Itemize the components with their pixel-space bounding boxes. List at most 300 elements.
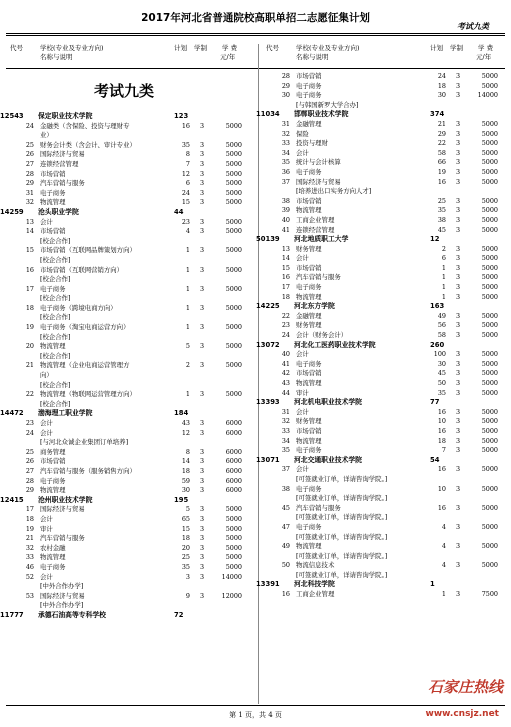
name-cell: [校企合作]	[40, 275, 71, 284]
note-row	[6, 438, 242, 448]
name-cell: 业）	[40, 131, 53, 140]
code-cell: 34	[281, 436, 290, 445]
code-cell: 23	[25, 419, 34, 427]
xuezhi-cell: 3	[199, 150, 205, 159]
code-cell: 31	[281, 119, 290, 128]
name-cell: [校企合作]	[40, 351, 71, 360]
xuezhi-cell: 3	[199, 198, 205, 207]
code-cell: 13	[281, 244, 290, 253]
xuezhi-cell: 3	[455, 369, 461, 378]
page-footer: 第 1 页，共 4 页	[229, 711, 282, 719]
plan-cell: 77	[430, 398, 440, 407]
xuezhi-cell: 3	[199, 121, 205, 130]
name-cell: 电子商务	[296, 522, 322, 531]
name-cell: 物流管理（企业电商运营管理方	[40, 361, 130, 370]
fee-cell: 5000	[481, 379, 498, 387]
code-cell: 29	[281, 81, 290, 90]
major-row	[6, 342, 242, 352]
right-column	[256, 72, 498, 702]
fee-cell: 5000	[481, 503, 498, 512]
major-row	[262, 149, 498, 159]
name-cell: 国际经济与贸易	[40, 505, 85, 514]
xuezhi-cell: 3	[455, 148, 461, 157]
plan-cell: 16	[437, 407, 446, 416]
name-cell: 渤海理工职业学院	[38, 409, 93, 418]
plan-cell: 1	[185, 284, 190, 293]
xuezhi-cell: 3	[199, 534, 205, 543]
code-cell: 50	[281, 561, 290, 570]
xuezhi-cell: 3	[455, 81, 461, 90]
code-cell: 11777	[0, 610, 24, 619]
xuezhi-cell: 3	[455, 206, 461, 215]
col-school-header-2: 名称与说明	[40, 53, 73, 61]
fee-cell: 5000	[481, 446, 498, 455]
note-row	[6, 381, 242, 391]
name-cell: [与河北众诚企业集团订单培养]	[40, 438, 129, 447]
major-row	[262, 82, 498, 92]
plan-cell: 4	[441, 542, 446, 551]
code-cell: 38	[281, 196, 290, 205]
school-row	[0, 495, 242, 506]
xuezhi-cell: 3	[455, 254, 461, 263]
xuezhi-cell: 3	[199, 361, 205, 370]
major-row	[6, 246, 242, 256]
plan-cell: 19	[437, 167, 446, 176]
plan-cell: 15	[181, 524, 190, 533]
code-cell: 17	[25, 505, 34, 514]
major-row	[262, 321, 498, 331]
major-row	[6, 486, 242, 496]
watermark-url: www.cnsjz.net	[425, 709, 499, 719]
code-cell: 16	[281, 273, 290, 282]
major-row	[6, 189, 242, 199]
major-row	[6, 198, 242, 208]
name-cell: 电子商务	[296, 81, 322, 90]
plan-cell: 4	[441, 522, 446, 531]
major-row	[262, 561, 498, 571]
xuezhi-cell: 3	[199, 591, 205, 600]
fee-cell: 7500	[481, 590, 498, 599]
code-cell: 32	[281, 129, 290, 138]
fee-cell: 5000	[481, 254, 498, 263]
note-row	[6, 333, 242, 343]
major-row	[6, 544, 242, 554]
code-cell: 40	[281, 350, 290, 359]
note-row	[262, 533, 498, 543]
name-cell: [校企合作]	[40, 313, 71, 322]
name-cell: 市场营销（互联网品牌策划方向）	[40, 246, 136, 255]
fee-cell: 5000	[481, 311, 498, 320]
xuezhi-cell: 3	[455, 119, 461, 128]
plan-cell: 9	[185, 591, 190, 600]
page-title: 2017年河北省普通院校高职单招二志愿征集计划	[141, 12, 370, 24]
xuezhi-cell: 3	[455, 196, 461, 205]
name-cell: 会计	[296, 407, 309, 416]
xuezhi-cell: 3	[199, 562, 205, 571]
plan-cell: 44	[174, 207, 184, 216]
code-cell: 14	[281, 254, 290, 263]
plan-cell: 195	[174, 495, 189, 504]
fee-cell: 5000	[225, 217, 242, 226]
plan-cell: 12	[181, 169, 190, 178]
plan-cell: 29	[437, 129, 446, 138]
major-row	[262, 331, 498, 341]
name-cell: 电子商务	[40, 476, 66, 485]
plan-cell: 45	[437, 369, 446, 378]
code-cell: 44	[281, 388, 290, 397]
name-cell: 财务管理	[296, 244, 322, 253]
col-school-header-2: 名称与说明	[296, 53, 329, 61]
xuezhi-cell: 3	[199, 227, 205, 236]
fee-cell: 5000	[481, 417, 498, 426]
code-cell: 46	[25, 562, 34, 571]
fee-cell: 5000	[481, 522, 498, 531]
name-cell: 国际经济与贸易	[296, 177, 341, 186]
xuezhi-cell: 3	[455, 446, 461, 455]
name-cell: 国际经济与贸易	[40, 591, 85, 600]
xuezhi-cell: 3	[455, 436, 461, 445]
school-row	[256, 235, 498, 245]
name-cell: 物流管理	[40, 486, 66, 495]
school-row	[0, 409, 242, 419]
plan-cell: 1	[441, 283, 446, 292]
note-row	[6, 371, 242, 381]
name-cell: 电子商务	[40, 284, 66, 293]
plan-cell: 30	[437, 91, 446, 100]
plan-cell: 16	[437, 503, 446, 512]
fee-cell: 6000	[225, 457, 242, 466]
xuezhi-cell: 3	[455, 129, 461, 138]
code-cell: 33	[25, 553, 34, 562]
major-row	[6, 150, 242, 160]
major-row	[262, 283, 498, 293]
category-heading: 考试九类	[93, 82, 154, 100]
code-cell: 47	[281, 522, 290, 531]
name-cell: 市场营销	[296, 196, 322, 205]
name-cell: 财务管理	[296, 321, 322, 330]
code-cell: 14472	[0, 409, 24, 418]
code-cell: 34	[281, 148, 290, 157]
major-row	[262, 178, 498, 188]
plan-cell: 24	[437, 72, 446, 80]
major-row	[6, 563, 242, 573]
fee-cell: 5000	[225, 562, 242, 571]
major-row	[262, 369, 498, 379]
name-cell: 物流信息技术	[296, 561, 335, 570]
xuezhi-cell: 3	[455, 321, 461, 330]
note-row	[6, 313, 242, 323]
plan-cell: 1	[185, 246, 190, 255]
fee-cell: 5000	[481, 273, 498, 282]
major-row	[262, 485, 498, 495]
name-cell: 审计	[40, 524, 53, 533]
code-cell: 33	[281, 139, 290, 148]
major-row	[262, 130, 498, 140]
major-row	[6, 361, 242, 371]
plan-cell: 30	[181, 486, 190, 495]
name-cell: 财务管理	[296, 417, 322, 426]
plan-cell: 24	[181, 188, 190, 197]
code-cell: 52	[25, 572, 34, 581]
fee-cell: 5000	[225, 390, 242, 399]
major-row	[6, 515, 242, 525]
fee-cell: 5000	[481, 388, 498, 397]
major-row	[6, 218, 242, 228]
note-row	[262, 475, 498, 485]
fee-cell: 5000	[225, 121, 242, 130]
fee-cell: 5000	[225, 265, 242, 274]
code-cell: 14	[25, 227, 34, 236]
name-cell: 保险	[296, 129, 309, 138]
col-school-header: 学校(专业及专业方向)	[296, 44, 360, 52]
code-cell: 35	[281, 446, 290, 455]
xuezhi-cell: 3	[455, 177, 461, 186]
column-header-left	[6, 44, 242, 66]
xuezhi-cell: 3	[199, 246, 205, 255]
name-cell: 市场营销	[296, 72, 322, 80]
name-cell: [校企合作]	[40, 399, 71, 408]
xuezhi-cell: 3	[455, 158, 461, 167]
fee-cell: 6000	[225, 447, 242, 456]
plan-cell: 35	[437, 388, 446, 397]
plan-cell: 2	[185, 361, 190, 370]
major-row	[6, 141, 242, 151]
xuezhi-cell: 3	[199, 303, 205, 312]
code-cell: 22	[281, 311, 290, 320]
name-cell: 审计	[296, 388, 309, 397]
major-row	[6, 534, 242, 544]
name-cell: 金融管理	[296, 119, 322, 128]
code-cell: 26	[25, 150, 34, 159]
name-cell: 电子商务	[40, 188, 66, 197]
name-cell: 河北交通职业技术学院	[294, 455, 362, 464]
column-header-rule	[6, 68, 505, 69]
xuezhi-cell: 3	[199, 265, 205, 274]
major-row	[6, 266, 242, 276]
xuezhi-cell: 3	[455, 590, 461, 599]
plan-cell: 12	[430, 235, 440, 244]
col-school-header: 学校(专业及专业方向)	[40, 44, 104, 52]
code-cell: 17	[25, 284, 34, 293]
xuezhi-cell: 3	[455, 503, 461, 512]
plan-cell: 374	[430, 110, 445, 119]
xuezhi-cell: 3	[199, 419, 205, 427]
plan-cell: 10	[437, 484, 446, 493]
code-cell: 27	[25, 466, 34, 475]
major-row	[6, 467, 242, 477]
plan-cell: 260	[430, 340, 445, 349]
xuezhi-cell: 3	[199, 457, 205, 466]
code-cell: 11034	[256, 110, 280, 119]
code-cell: 12415	[0, 495, 24, 504]
major-row	[262, 379, 498, 389]
xuezhi-cell: 3	[199, 447, 205, 456]
fee-cell: 5000	[225, 284, 242, 293]
code-cell: 14225	[256, 302, 280, 311]
col-fee-header: 学 费	[222, 44, 238, 52]
name-cell: 汽车营销与服务	[40, 534, 85, 543]
plan-cell: 16	[437, 465, 446, 474]
name-cell: 电子商务	[296, 167, 322, 176]
code-cell: 53	[25, 591, 34, 600]
name-cell: 物流管理	[296, 292, 322, 301]
major-row	[6, 179, 242, 189]
fee-cell: 5000	[225, 169, 242, 178]
xuezhi-cell: 3	[199, 524, 205, 533]
xuezhi-cell: 3	[455, 561, 461, 570]
major-row	[6, 285, 242, 295]
name-cell: 市场营销	[40, 169, 66, 178]
fee-cell: 5000	[481, 561, 498, 570]
plan-cell: 66	[437, 158, 446, 167]
name-cell: [校企合作]	[40, 255, 71, 264]
xuezhi-cell: 3	[455, 359, 461, 368]
code-cell: 25	[25, 140, 34, 149]
xuezhi-cell: 3	[199, 505, 205, 514]
fee-cell: 14000	[477, 91, 498, 100]
major-row	[6, 477, 242, 487]
name-cell: 会计	[40, 428, 53, 437]
code-cell: 36	[281, 167, 290, 176]
name-cell: [可签就业订单，详请咨询学院。]	[296, 494, 388, 503]
school-row	[0, 207, 242, 218]
plan-cell: 35	[181, 140, 190, 149]
plan-cell: 163	[430, 302, 445, 311]
code-cell: 42	[281, 369, 290, 378]
fee-cell: 5000	[481, 158, 498, 167]
col-plan-header: 计划	[430, 44, 443, 52]
major-row	[262, 312, 498, 322]
xuezhi-cell: 3	[199, 217, 205, 226]
major-row	[6, 170, 242, 180]
note-row	[262, 494, 498, 504]
major-row	[6, 505, 242, 515]
code-cell: 15	[25, 246, 34, 255]
fee-cell: 5000	[225, 303, 242, 312]
fee-cell: 5000	[225, 543, 242, 552]
name-cell: 承德石油高等专科学校	[38, 610, 106, 619]
code-cell: 32	[25, 543, 34, 552]
plan-cell: 8	[185, 447, 190, 456]
name-cell: 商务管理	[40, 447, 66, 456]
note-row	[6, 601, 242, 611]
code-cell: 22	[25, 390, 34, 399]
code-cell: 14259	[0, 207, 24, 216]
xuezhi-cell: 3	[199, 188, 205, 197]
code-cell: 18	[281, 292, 290, 301]
xuezhi-cell: 3	[455, 407, 461, 416]
note-row	[6, 400, 242, 410]
plan-cell: 18	[437, 81, 446, 90]
name-cell: [培养进出口实务方向人才]	[296, 187, 372, 196]
code-cell: 38	[281, 484, 290, 493]
plan-cell: 5	[185, 342, 190, 351]
plan-cell: 8	[185, 150, 190, 159]
school-row	[256, 580, 498, 590]
code-cell: 16	[25, 265, 34, 274]
code-cell: 24	[281, 331, 290, 340]
name-cell: 电子商务（跨境电商方向）	[40, 303, 117, 312]
left-column	[0, 72, 242, 702]
plan-cell: 25	[181, 553, 190, 562]
major-row	[6, 448, 242, 458]
xuezhi-cell: 3	[455, 331, 461, 340]
xuezhi-cell: 3	[455, 244, 461, 253]
major-row	[262, 168, 498, 178]
name-cell: 电子商务	[296, 484, 322, 493]
fee-cell: 5000	[481, 129, 498, 138]
plan-cell: 1	[441, 263, 446, 272]
code-cell: 39	[281, 206, 290, 215]
category-label: 考试九类	[457, 21, 489, 31]
fee-cell: 14000	[221, 572, 242, 581]
code-cell: 30	[281, 91, 290, 100]
fee-cell: 5000	[481, 465, 498, 474]
fee-cell: 5000	[481, 350, 498, 359]
fee-cell: 5000	[225, 246, 242, 255]
major-row	[262, 389, 498, 399]
major-row	[262, 446, 498, 456]
code-cell: 29	[25, 486, 34, 495]
fee-cell: 5000	[225, 227, 242, 236]
school-row	[0, 112, 242, 122]
major-row	[262, 437, 498, 447]
code-cell: 19	[25, 323, 34, 332]
xuezhi-cell: 3	[455, 273, 461, 282]
major-row	[6, 122, 242, 132]
header-rule	[6, 33, 505, 34]
code-cell: 27	[25, 159, 34, 168]
major-row	[262, 139, 498, 149]
name-cell: 会计	[296, 254, 309, 263]
major-row	[6, 525, 242, 535]
fee-cell: 5000	[225, 159, 242, 168]
school-row	[256, 302, 498, 312]
header-rule-thin	[6, 35, 505, 36]
fee-cell: 5000	[481, 263, 498, 272]
major-row	[262, 542, 498, 552]
name-cell: 电子商务	[40, 562, 66, 571]
xuezhi-cell: 3	[455, 72, 461, 80]
plan-cell: 4	[441, 561, 446, 570]
major-row	[262, 350, 498, 360]
major-row	[6, 227, 242, 237]
school-row	[256, 455, 498, 466]
name-cell: [可签就业订单，详请咨询学院。]	[296, 551, 388, 560]
xuezhi-cell: 3	[199, 179, 205, 188]
major-row	[262, 158, 498, 168]
major-row	[262, 254, 498, 264]
fee-cell: 5000	[481, 206, 498, 215]
code-cell: 32	[281, 417, 290, 426]
code-cell: 45	[281, 503, 290, 512]
note-row	[262, 552, 498, 562]
major-row	[262, 273, 498, 283]
xuezhi-cell: 3	[199, 466, 205, 475]
col-xuezhi-header: 学制	[194, 44, 207, 52]
xuezhi-cell: 3	[199, 572, 205, 581]
fee-cell: 5000	[481, 139, 498, 148]
major-row	[6, 429, 242, 439]
code-cell: 13071	[256, 455, 280, 464]
xuezhi-cell: 3	[455, 542, 461, 551]
plan-cell: 16	[181, 121, 190, 130]
plan-cell: 38	[437, 215, 446, 224]
xuezhi-cell: 3	[199, 323, 205, 332]
name-cell: 农村金融	[40, 543, 66, 552]
name-cell: 保定职业技术学院	[38, 112, 93, 120]
xuezhi-cell: 3	[199, 342, 205, 351]
